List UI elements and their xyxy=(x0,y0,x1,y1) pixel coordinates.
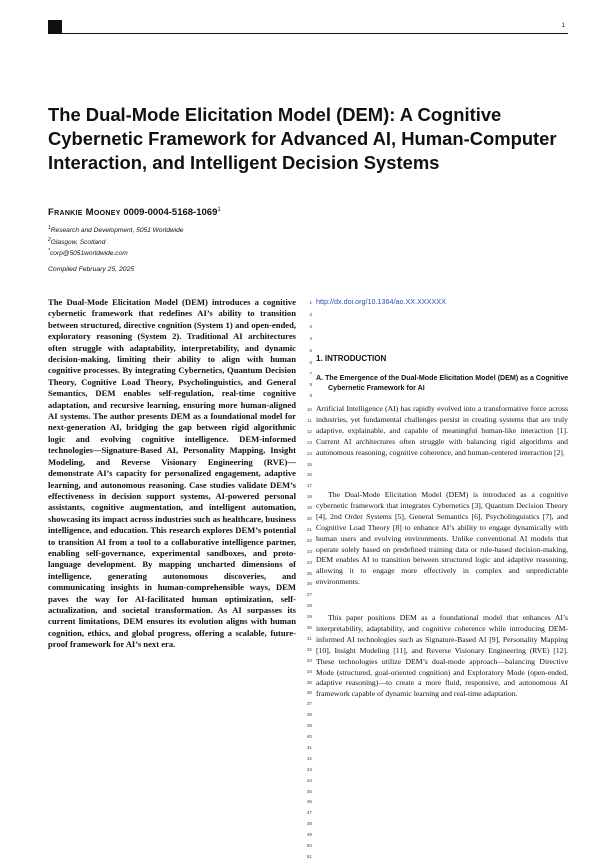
line-number: 50 xyxy=(306,843,312,848)
line-number: 30 xyxy=(306,625,312,630)
line-number: 29 xyxy=(306,614,312,620)
line-number: 23 xyxy=(306,548,312,554)
line-number: 32 xyxy=(306,646,312,652)
intro-paragraph-3: This paper positions DEM as a foundational model that enhances AI’s interpretability, adaptability, and cognitive coherence while introducing DEM-informed AI technologies such as Signature-Based AI [9], Personality Mapping [10], Insight Modeling [11], and Reverse Visionary Engineering (RVE) [12]. These technologies utilize DEM’s dual-mode approach—balancing Directive Mode (structured, goal-oriented cognition) and Exploratory Mode (open-ended, adaptive reasoning)—to create a more fluid, responsive, and autonomous AI framework capable of dynamic learning and real-time adaptation. xyxy=(316,613,568,699)
line-number: 39 xyxy=(306,723,312,729)
line-number: 26 xyxy=(306,581,312,587)
compiled-date: Compiled February 25, 2025 xyxy=(48,266,135,273)
line-number: 18 xyxy=(306,494,312,500)
page-header xyxy=(48,20,568,34)
header-black-block xyxy=(48,20,62,34)
intro-paragraph-2: The Dual-Mode Elicitation Model (DEM) is introduced as a cognitive cybernetic framework that integrates Cybernetics [3], Quantum Decision Theory [4], 2nd Order Systems [5], General Semantics [6], Psycholinguistics [7], and Cognitive Load Theory [8] to enhance AI’s ability to engage dynamically with human users and evolving environments. Unlike conventional AI models that operate solely based on predefined training data or rule-based decision-making, DEM enables AI to transition between structured logic and adaptive reasoning, allowing it to engage more effectively in complex and unpredictable environments. xyxy=(316,490,568,587)
line-number: 46 xyxy=(306,799,312,805)
line-number: 44 xyxy=(306,777,312,783)
line-number: 45 xyxy=(306,788,312,794)
line-number: 47 xyxy=(306,810,312,816)
line-number: 43 xyxy=(306,766,312,772)
line-number: 38 xyxy=(306,712,312,718)
line-number: 31 xyxy=(306,635,312,641)
line-number: 3 xyxy=(309,324,312,329)
line-number: 4 xyxy=(309,336,312,341)
line-number: 40 xyxy=(306,734,312,739)
author-affiliation-mark: 1 xyxy=(217,207,221,213)
author-line xyxy=(48,207,221,218)
line-number: 51 xyxy=(306,853,312,859)
line-number: 25 xyxy=(306,570,312,576)
line-number: 11 xyxy=(307,417,312,423)
line-number: 2 xyxy=(309,312,312,317)
line-number: 9 xyxy=(309,393,312,398)
line-number: 41 xyxy=(306,744,312,750)
line-number: 13 xyxy=(306,439,312,445)
affiliation-1: $^1$Research and Development, 5051 Worldwide xyxy=(48,225,184,235)
header-rule xyxy=(62,33,568,34)
line-number: 21 xyxy=(306,526,312,532)
line-number: 10 xyxy=(306,407,312,412)
line-number: 15 xyxy=(306,461,312,467)
line-number: 8 xyxy=(309,382,312,387)
line-number: 6 xyxy=(309,360,312,365)
line-number: 5 xyxy=(309,348,312,353)
line-number: 19 xyxy=(306,505,312,511)
line-number: 12 xyxy=(306,428,312,434)
section-heading-introduction: 1. INTRODUCTION xyxy=(316,354,387,363)
line-number: 34 xyxy=(306,668,312,674)
line-number: 28 xyxy=(306,603,312,609)
abstract: The Dual-Mode Elicitation Model (DEM) introduces a cognitive cybernetic framework that redefines AI’s ability to transition between structured, directive cognition (System 1) and open-ended, exploratory reasoning (System 2). Traditional AI architectures often struggle with adaptability, interpretability, and dynamic decision-making, limiting their ability to align with human cognitive processes. By integrating Cybernetics, Quantum Decision Theory, Cognitive Load Theory, Psycholinguistics, and General Semantics, DEM enables self-regulation, real-time cognitive adaptation, and recursive learning, ensuring more human-aligned AI systems. The author presents DEM as a foundational model for next-generation AI, bridging the gap between rigid algorithmic logic and evolving cognitive intelligence. DEM-informed technologies—Signature-Based AI, Personality Mapping, Insight Modeling, and Reverse Visionary Engineering (RVE)—demonstrate AI’s capacity for personalized engagement, adaptive learning, and autonomous reasoning. Case studies validate DEM’s effectiveness in decision support systems, AI-powered personal assistants, cognitive augmentation, and intelligent automation, showcasing its impact across industries such as healthcare, business intelligence, and education. This research explores DEM’s potential to transition AI from a tool to a collaborative intelligence partner, enabling self-governance, experimental sandboxes, and proto-language development. By mapping uncharted dimensions of intelligence, generating autonomous discoveries, and communicating insights in human-comprehensible ways, DEM paves the way for AI-facilitated human optimization, self-actualization, and societal transformation. As AI surpasses its current limitations, DEM ensures its evolution aligns with human cognition, ethics, and global progress, offering a scalable, future-proof framework for AI’s next era. xyxy=(48,297,296,650)
line-number: 14 xyxy=(306,450,312,456)
subsection-heading-a: A. The Emergence of the Dual-Mode Elicitation Model (DEM) as a Cognitive Cybernetic Framework for AI xyxy=(316,374,569,392)
paper-title: The Dual-Mode Elicitation Model (DEM): A Cognitive Cybernetic Framework for Advanced AI, Human-Computer Interaction, and Intelligent Decision Systems xyxy=(48,104,557,173)
line-number: 20 xyxy=(306,516,312,521)
intro-paragraph-1: Artificial Intelligence (AI) has rapidly evolved into a transformative force across industries, yet fundamental challenges persist in creating systems that are truly adaptive, explainable, and capable of meaningful human-like interaction [1]. Current AI architectures often struggle with balancing rigid algorithms and autonomous reasoning, cognitive coherence, and human-centered interaction [2]. xyxy=(316,404,568,457)
line-number: 36 xyxy=(306,690,312,696)
line-number: 16 xyxy=(306,472,312,478)
line-number: 7 xyxy=(309,371,312,376)
affiliation-2: $^2$Glasgow, Scotland xyxy=(48,237,106,247)
line-number: 27 xyxy=(306,592,312,598)
doi-link[interactable]: http://dx.doi.org/10.1364/ao.XX.XXXXXX xyxy=(316,297,446,306)
line-number: 24 xyxy=(306,559,312,565)
line-number: 48 xyxy=(306,821,312,827)
line-number: 17 xyxy=(306,483,312,489)
line-number: 35 xyxy=(306,679,312,685)
affiliation-email[interactable]: *corp@5051worldwide.com xyxy=(48,248,128,258)
line-number: 37 xyxy=(306,701,312,707)
page-number: 1 xyxy=(561,23,565,29)
line-number: 42 xyxy=(306,755,312,761)
line-number: 33 xyxy=(306,657,312,663)
author-orcid[interactable]: 0009-0004-5168-1069 xyxy=(123,207,218,219)
author-name: Frankie Mooney xyxy=(48,207,121,219)
line-number: 22 xyxy=(306,537,312,543)
line-number: 1 xyxy=(309,300,312,305)
line-number: 49 xyxy=(306,832,312,838)
